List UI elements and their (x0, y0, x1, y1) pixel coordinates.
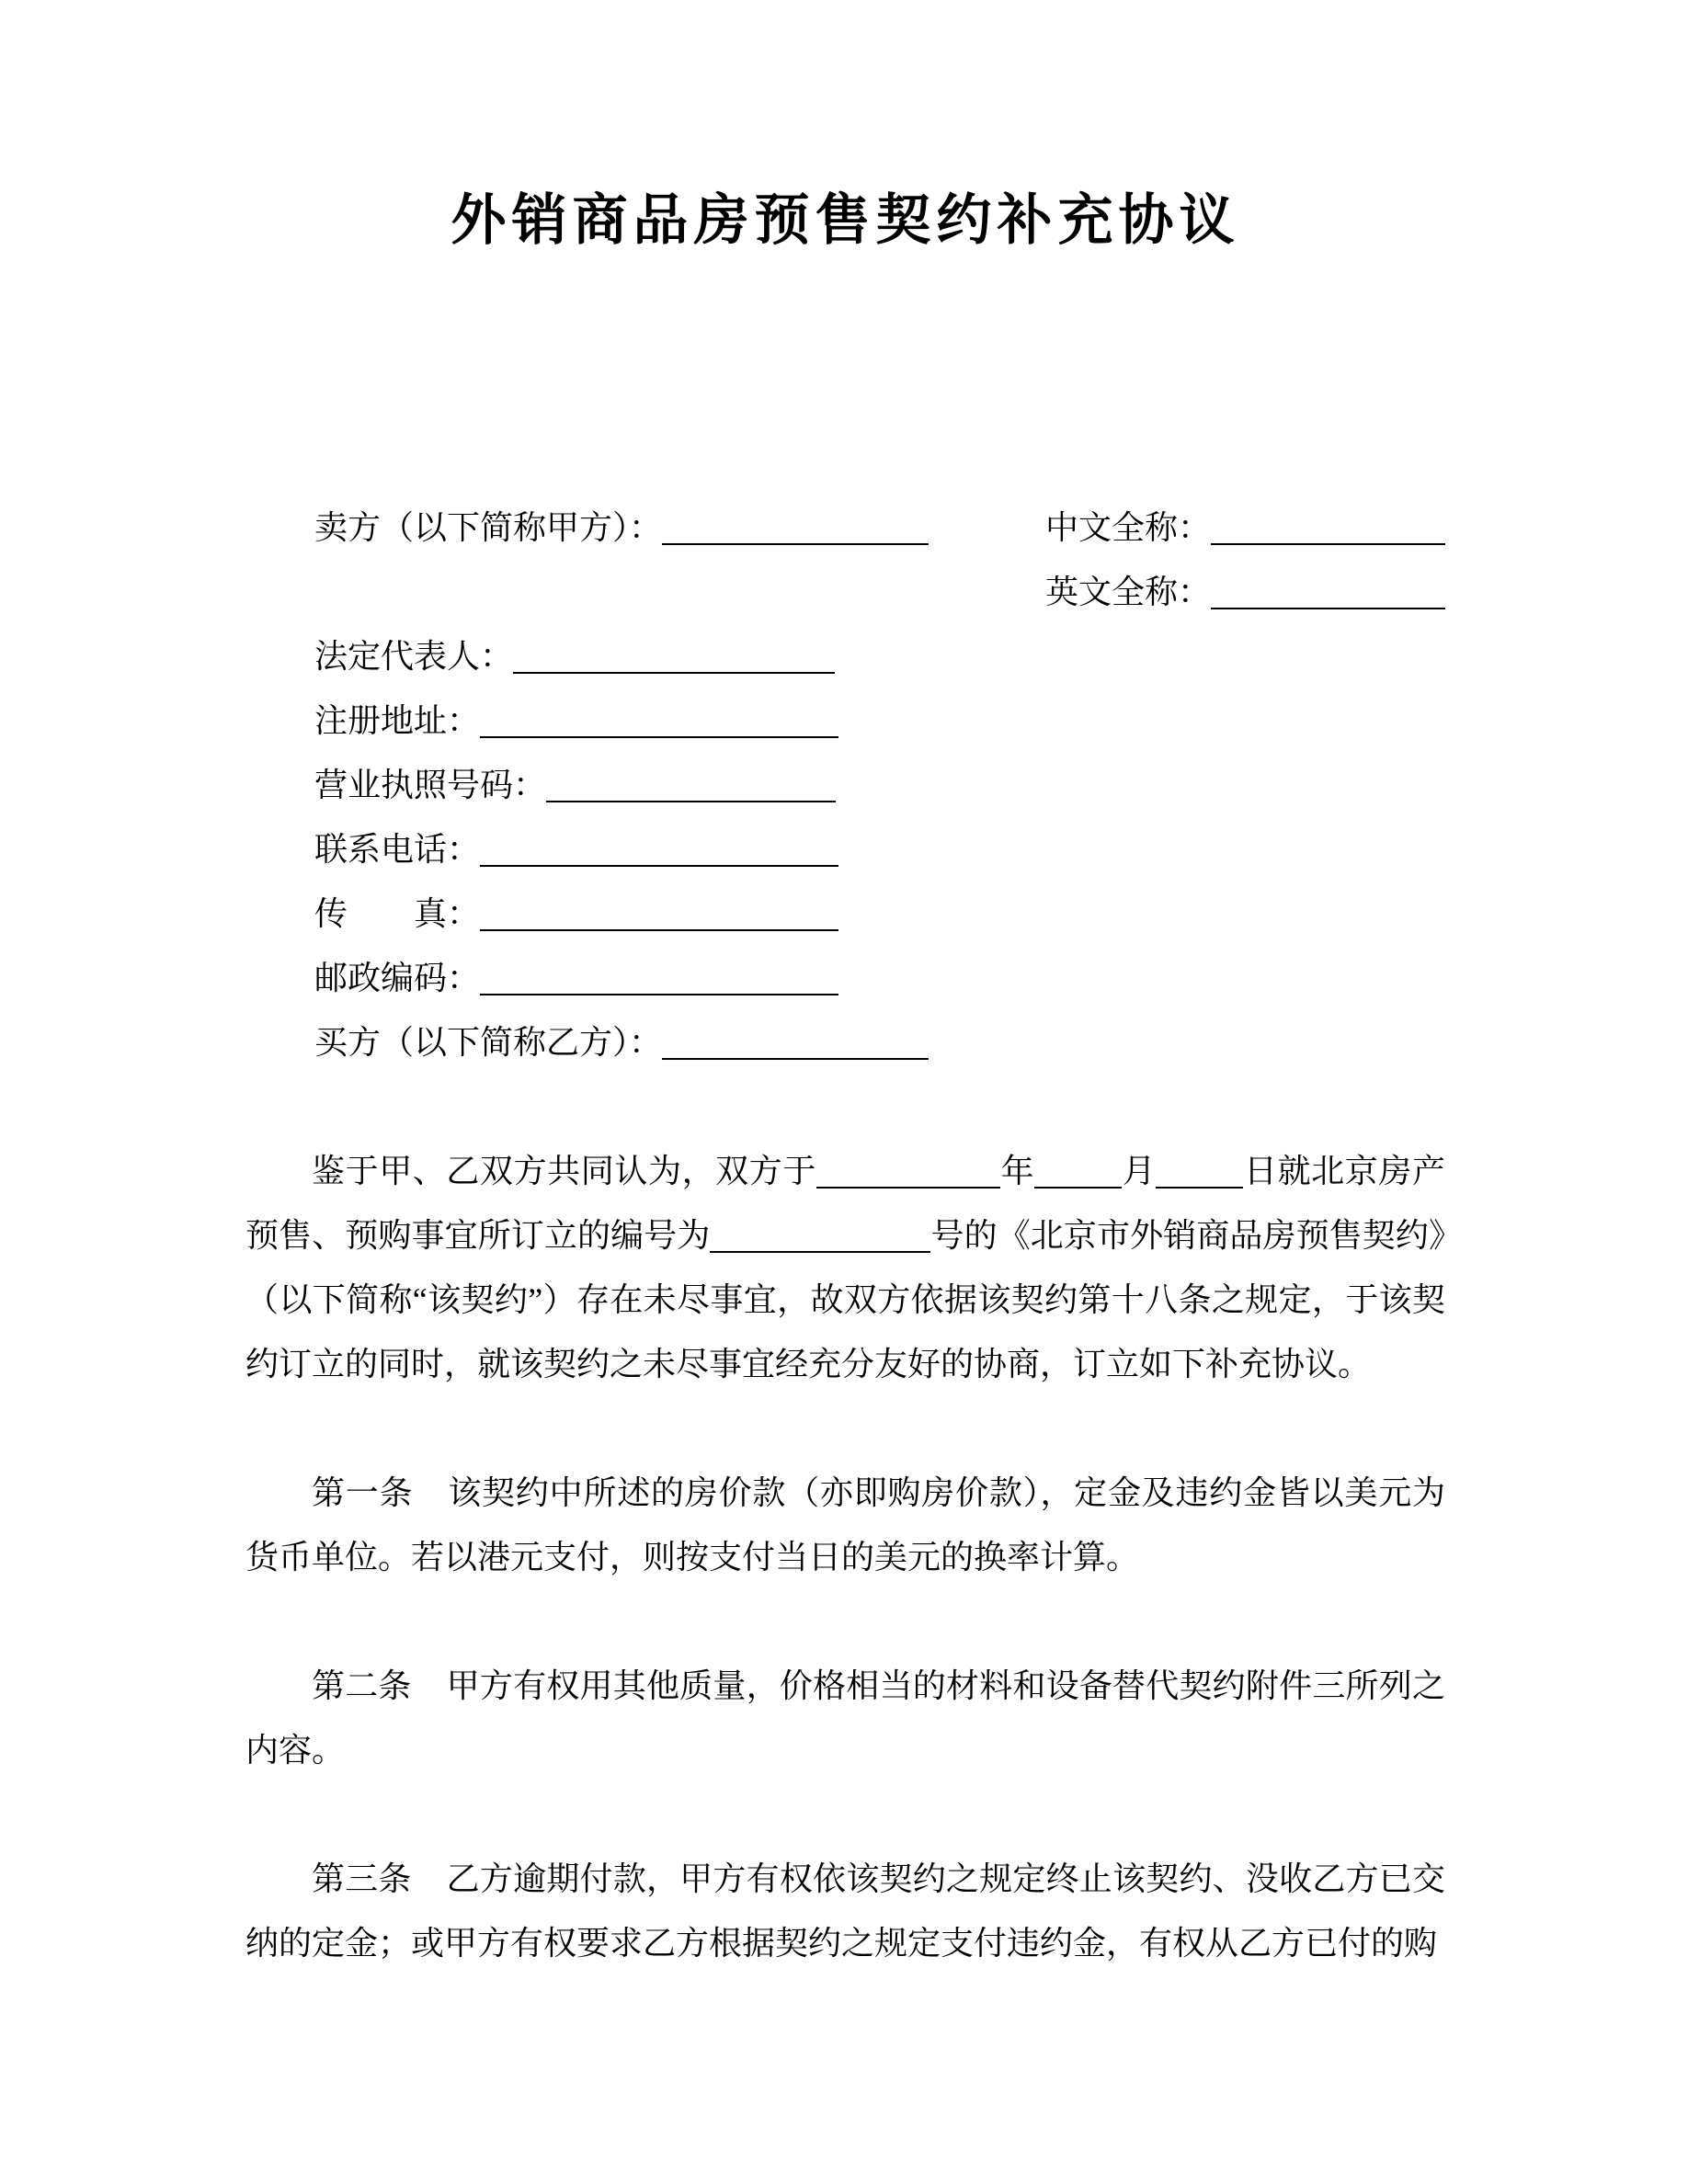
seller-field (314, 495, 929, 560)
day-blank (1156, 1155, 1243, 1189)
clause-1-number: 第一条 (312, 1474, 414, 1511)
en-name-label: 英文全称： (1044, 574, 1211, 610)
fax-blank (480, 898, 838, 931)
clause-3-text: 乙方逾期付款，甲方有权依该契约之规定终止该契约、没收乙方已交纳的定金；或甲方有权要求乙方根据契约之规定支付违约金，有权从乙方已付的购 (245, 1860, 1445, 1962)
cn-name-field (1045, 495, 1445, 560)
cn-name-blank (1211, 512, 1445, 545)
reg-address-label: 注册地址： (314, 702, 481, 739)
clause-3-paragraph (245, 1847, 1445, 1975)
reg-address-blank (480, 705, 838, 738)
clause-3-number: 第三条 (312, 1860, 412, 1897)
phone-label: 联系电话： (314, 831, 481, 868)
cn-name-label: 中文全称： (1044, 509, 1211, 546)
fax-label: 传 真： (314, 895, 481, 932)
en-name-blank (1211, 576, 1445, 609)
preamble-paragraph (245, 1139, 1445, 1396)
seller-name-blank (662, 512, 929, 545)
preamble-text-3: 月 (1122, 1153, 1157, 1189)
year-blank (816, 1155, 1000, 1189)
party-info-form (314, 495, 1445, 1075)
contract-number-blank (710, 1220, 930, 1253)
clause-2-paragraph (245, 1654, 1445, 1782)
legal-rep-row (314, 624, 1445, 688)
buyer-label: 买方（以下简称乙方）： (314, 1024, 663, 1061)
postal-code-blank (480, 962, 838, 995)
seller-label: 卖方（以下简称甲方）： (314, 509, 663, 546)
legal-rep-label: 法定代表人： (314, 638, 514, 675)
fax-row (314, 882, 1445, 946)
preamble-text-1: 鉴于甲、乙双方共同认为，双方于 (312, 1153, 816, 1189)
phone-row (314, 817, 1445, 882)
license-no-label: 营业执照号码： (314, 767, 547, 803)
license-no-row (314, 753, 1445, 817)
legal-rep-blank (513, 641, 835, 674)
clause-1-paragraph (245, 1461, 1445, 1589)
en-name-row (314, 560, 1445, 624)
buyer-name-blank (662, 1027, 929, 1060)
month-blank (1034, 1155, 1122, 1189)
reg-address-row (314, 688, 1445, 753)
license-no-blank (546, 769, 836, 802)
document-title: 外销商品房预售契约补充协议 (451, 189, 1240, 251)
preamble-text-4: 日就北京房产预售、预购事宜所订立的编号为 (245, 1153, 1445, 1254)
postal-code-row (314, 946, 1445, 1010)
phone-blank (480, 834, 838, 867)
clause-2-number: 第二条 (312, 1667, 412, 1704)
clause-2-text: 甲方有权用其他质量，价格相当的材料和设备替代契约附件三所列之内容。 (245, 1667, 1445, 1769)
en-name-field (1045, 560, 1445, 624)
preamble-text-5: 号的《北京市外销商品房预售契约》（以下简称“该契约”）存在未尽事宜，故双方依据该契约第十八条之规定，于该契约订立的同时，就该契约之未尽事宜经充分友好的协商，订立如下补充协议。 (245, 1217, 1445, 1382)
postal-code-label: 邮政编码： (314, 960, 481, 996)
preamble-text-2: 年 (999, 1153, 1035, 1189)
seller-row (314, 495, 1445, 560)
clause-1-text: 该契约中所述的房价款（亦即购房价款），定金及违约金皆以美元为货币单位。若以港元支付，则按支付当日的美元的换率计算。 (245, 1474, 1445, 1575)
buyer-row (314, 1010, 1445, 1075)
